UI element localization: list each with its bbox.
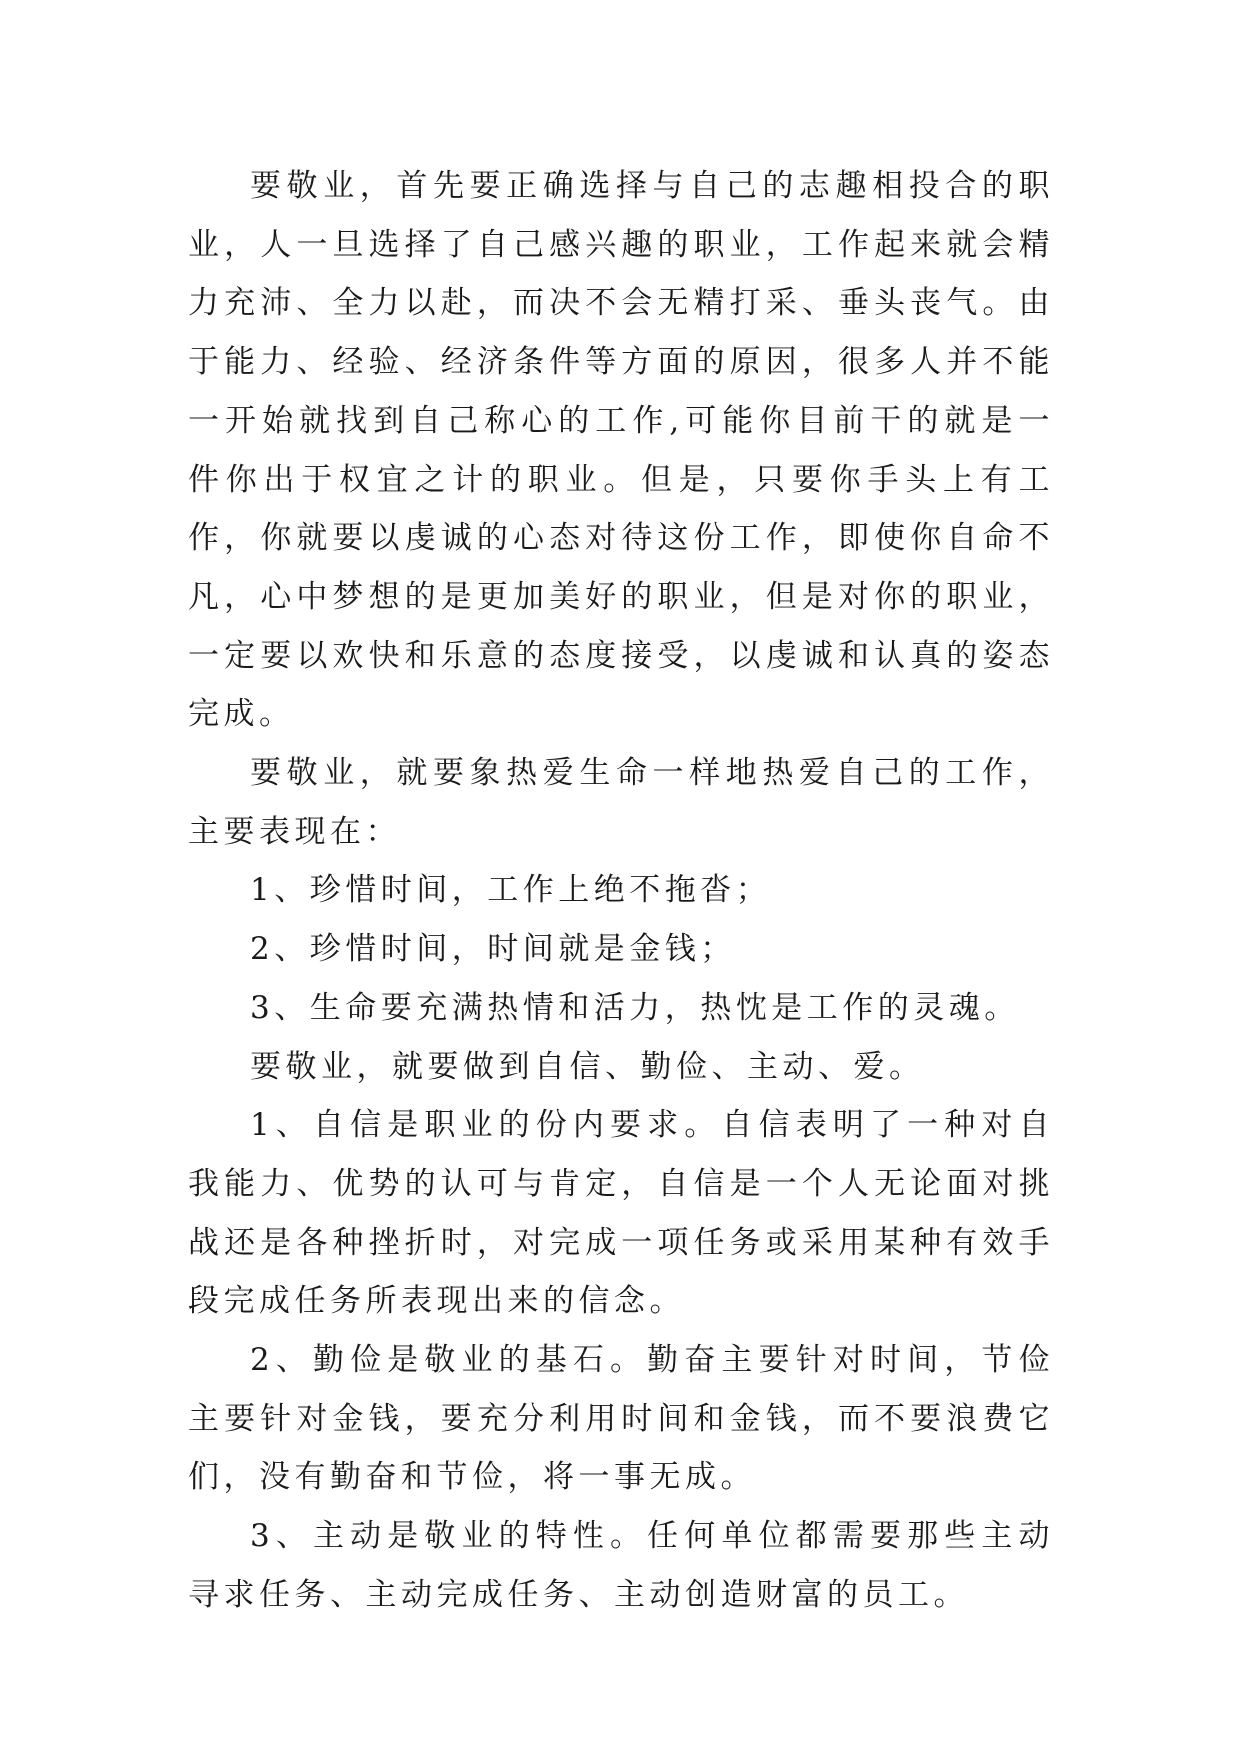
list-item-initiative: 3、主动是敬业的特性。任何单位都需要那些主动寻求任务、主动完成任务、主动创造财富的员工。 [188, 1518, 1054, 1613]
list-item-confidence: 1、自信是职业的份内要求。自信表明了一种对自我能力、优势的认可与肯定，自信是一个人无论面对挑战还是各种挫折时，对完成一项任务或采用某种有效手段完成任务所表现出来的信念。 [188, 1107, 1054, 1320]
list-item-diligence: 2、勤俭是敬业的基石。勤奋主要针对时间，节俭主要针对金钱，要充分利用时间和金钱，而不要浪费它们，没有勤奋和节俭，将一事无成。 [188, 1342, 1054, 1496]
document-body [188, 157, 1054, 1625]
paragraph-career-choice: 要敬业，首先要正确选择与自己的志趣相投合的职业，人一旦选择了自己感兴趣的职业，工作起来就会精力充沛、全力以赴，而决不会无精打采、垂头丧气。由于能力、经验、经济条件等方面的原因，很多人并不能一开始就找到自己称心的工作,可能你目前干的就是一件你出于权宜之计的职业。但是，只要你手头上有工作，你就要以虔诚的心态对待这份工作，即使你自命不凡，心中梦想的是更加美好的职业，但是对你的职业，一定要以欢快和乐意的态度接受，以虔诚和认真的姿态完成。 [188, 168, 1054, 733]
list-item-passion: 3、生命要充满热情和活力，热忱是工作的灵魂。 [250, 989, 1020, 1026]
list-item-cherish-time-1: 1、珍惜时间，工作上绝不拖沓； [250, 872, 772, 909]
paragraph-four-qualities: 要敬业，就要做到自信、勤俭、主动、爱。 [250, 1048, 925, 1085]
paragraph-love-work: 要敬业，就要象热爱生命一样地热爱自己的工作，主要表现在： [188, 755, 1054, 850]
list-item-cherish-time-2: 2、珍惜时间，时间就是金钱； [250, 931, 736, 968]
